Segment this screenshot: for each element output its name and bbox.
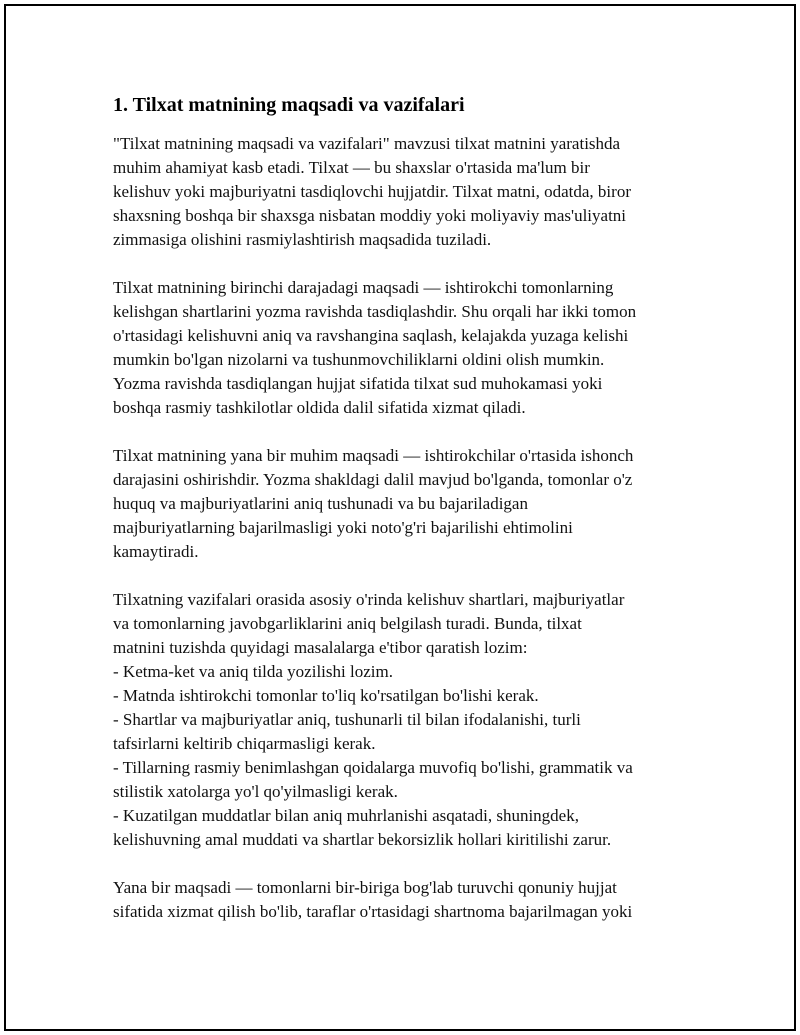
text-line: kamaytiradi.: [113, 542, 199, 561]
list-item: - Kuzatilgan muddatlar bilan aniq muhrlanishi asqatadi, shuningdek,: [113, 806, 579, 825]
section-heading: 1. Tilxat matnining maqsadi va vazifalari: [113, 94, 465, 116]
paragraph-trust: [113, 444, 703, 564]
list-item-continuation: tafsirlarni keltirib chiqarmasligi kerak.: [113, 734, 376, 753]
text-line: majburiyatlarning bajarilmasligi yoki noto'g'ri bajarilishi ehtimolini: [113, 518, 573, 537]
text-line: shaxsning boshqa bir shaxsga nisbatan moddiy yoki moliyaviy mas'uliyatni: [113, 206, 627, 225]
list-item: - Ketma-ket va aniq tilda yozilishi lozim.: [113, 662, 393, 681]
text-line: boshqa rasmiy tashkilotlar oldida dalil sifatida xizmat qiladi.: [113, 398, 526, 417]
text-line: va tomonlarning javobgarliklarini aniq belgilash turadi. Bunda, tilxat: [113, 614, 582, 633]
list-item: - Matnda ishtirokchi tomonlar to'liq ko'rsatilgan bo'lishi kerak.: [113, 686, 539, 705]
text-line: huquq va majburiyatlarini aniq tushunadi va bu bajariladigan: [113, 494, 528, 513]
paragraph-intro: [113, 132, 703, 252]
text-line: Tilxatning vazifalari orasida asosiy o'rinda kelishuv shartlari, majburiyatlar: [113, 590, 625, 609]
text-line: Tilxat matnining yana bir muhim maqsadi — ishtirokchilar o'rtasida ishonch: [113, 446, 634, 465]
paragraph-legal-document: [113, 876, 703, 924]
text-line: "Tilxat matnining maqsadi va vazifalari" mavzusi tilxat matnini yaratishda: [113, 134, 621, 153]
text-line: zimmasiga olishini rasmiylashtirish maqsadida tuziladi.: [113, 230, 492, 249]
document-body: [113, 92, 703, 948]
paragraph-functions: [113, 588, 703, 852]
paragraph-primary-purpose: [113, 276, 703, 420]
text-line: sifatida xizmat qilish bo'lib, taraflar o'rtasidagi shartnoma bajarilmagan yoki: [113, 902, 633, 921]
list-item-continuation: stilistik xatolarga yo'l qo'yilmasligi kerak.: [113, 782, 398, 801]
list-item-continuation: kelishuvning amal muddati va shartlar bekorsizlik hollari kiritilishi zarur.: [113, 830, 612, 849]
text-line: Yana bir maqsadi — tomonlarni bir-biriga bog'lab turuvchi qonuniy hujjat: [113, 878, 617, 897]
text-line: Yozma ravishda tasdiqlangan hujjat sifatida tilxat sud muhokamasi yoki: [113, 374, 603, 393]
text-line: matnini tuzishda quyidagi masalalarga e'tibor qaratish lozim:: [113, 638, 528, 657]
text-line: kelishgan shartlarini yozma ravishda tasdiqlashdir. Shu orqali har ikki tomon: [113, 302, 637, 321]
text-line: darajasini oshirishdir. Yozma shakldagi dalil mavjud bo'lganda, tomonlar o'z: [113, 470, 633, 489]
text-line: mumkin bo'lgan nizolarni va tushunmovchiliklarni oldini olish mumkin.: [113, 350, 605, 369]
list-item: - Tillarning rasmiy benimlashgan qoidalarga muvofiq bo'lishi, grammatik va: [113, 758, 633, 777]
text-line: Tilxat matnining birinchi darajadagi maqsadi — ishtirokchi tomonlarning: [113, 278, 614, 297]
list-item: - Shartlar va majburiyatlar aniq, tushunarli til bilan ifodalanishi, turli: [113, 710, 581, 729]
text-line: o'rtasidagi kelishuvni aniq va ravshangina saqlash, kelajakda yuzaga kelishi: [113, 326, 629, 345]
text-line: muhim ahamiyat kasb etadi. Tilxat — bu shaxslar o'rtasida ma'lum bir: [113, 158, 590, 177]
text-line: kelishuv yoki majburiyatni tasdiqlovchi hujjatdir. Tilxat matni, odatda, biror: [113, 182, 631, 201]
